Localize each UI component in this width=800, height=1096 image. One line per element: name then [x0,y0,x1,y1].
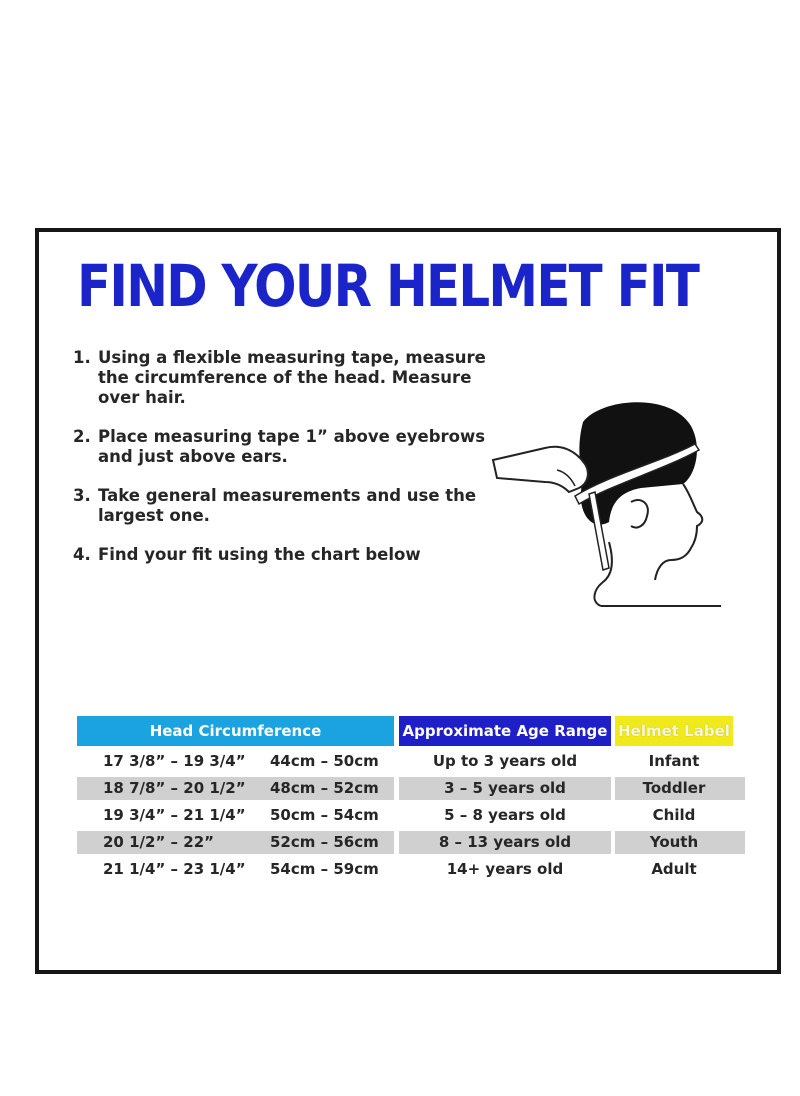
label-cell: Adult [651,860,697,878]
instructions-list [73,348,493,584]
instruction-step: 3. Take general measurements and use the largest one. [73,486,477,525]
table-row [77,748,745,775]
table-row [77,856,745,883]
page-title: FIND YOUR HELMET FIT [77,252,699,320]
inches-cell: 19 3/4” – 21 1/4” [103,806,246,824]
age-cell: 14+ years old [446,860,564,878]
cm-cell: 48cm – 52cm [270,779,379,797]
age-cell: 3 – 5 years old [444,779,566,797]
head-circumference-header: Head Circumference [77,716,394,746]
table-row [77,829,745,856]
cm-cell: 52cm – 56cm [270,833,379,851]
instruction-step: 1. Using a flexible measuring tape, measure the circumference of the head. Measure over hair. [73,348,486,407]
size-chart [77,716,745,883]
helmet-label-header: Helmet Label [615,716,733,746]
instruction-step: 2. Place measuring tape 1” above eyebrows and just above ears. [73,427,486,466]
inches-cell: 18 7/8” – 20 1/2” [103,779,246,797]
age-cell: 8 – 13 years old [438,833,572,851]
label-cell: Infant [648,752,700,770]
age-cell: 5 – 8 years old [444,806,566,824]
inches-cell: 17 3/8” – 19 3/4” [103,752,246,770]
inches-cell: 20 1/2” – 22” [103,833,214,851]
table-row [77,802,745,829]
inches-cell: 21 1/4” – 23 1/4” [103,860,246,878]
table-row [77,775,745,802]
cm-cell: 54cm – 59cm [270,860,379,878]
label-cell: Youth [649,833,699,851]
age-range-header: Approximate Age Range [399,716,611,746]
instruction-step: 4. Find your fit using the chart below [73,545,421,564]
cm-cell: 44cm – 50cm [270,752,379,770]
label-cell: Toddler [642,779,706,797]
cm-cell: 50cm – 54cm [270,806,379,824]
size-chart-header [77,716,745,748]
helmet-fit-card [35,228,781,974]
head-measuring-illustration [491,392,725,608]
label-cell: Child [652,806,696,824]
age-cell: Up to 3 years old [432,752,578,770]
